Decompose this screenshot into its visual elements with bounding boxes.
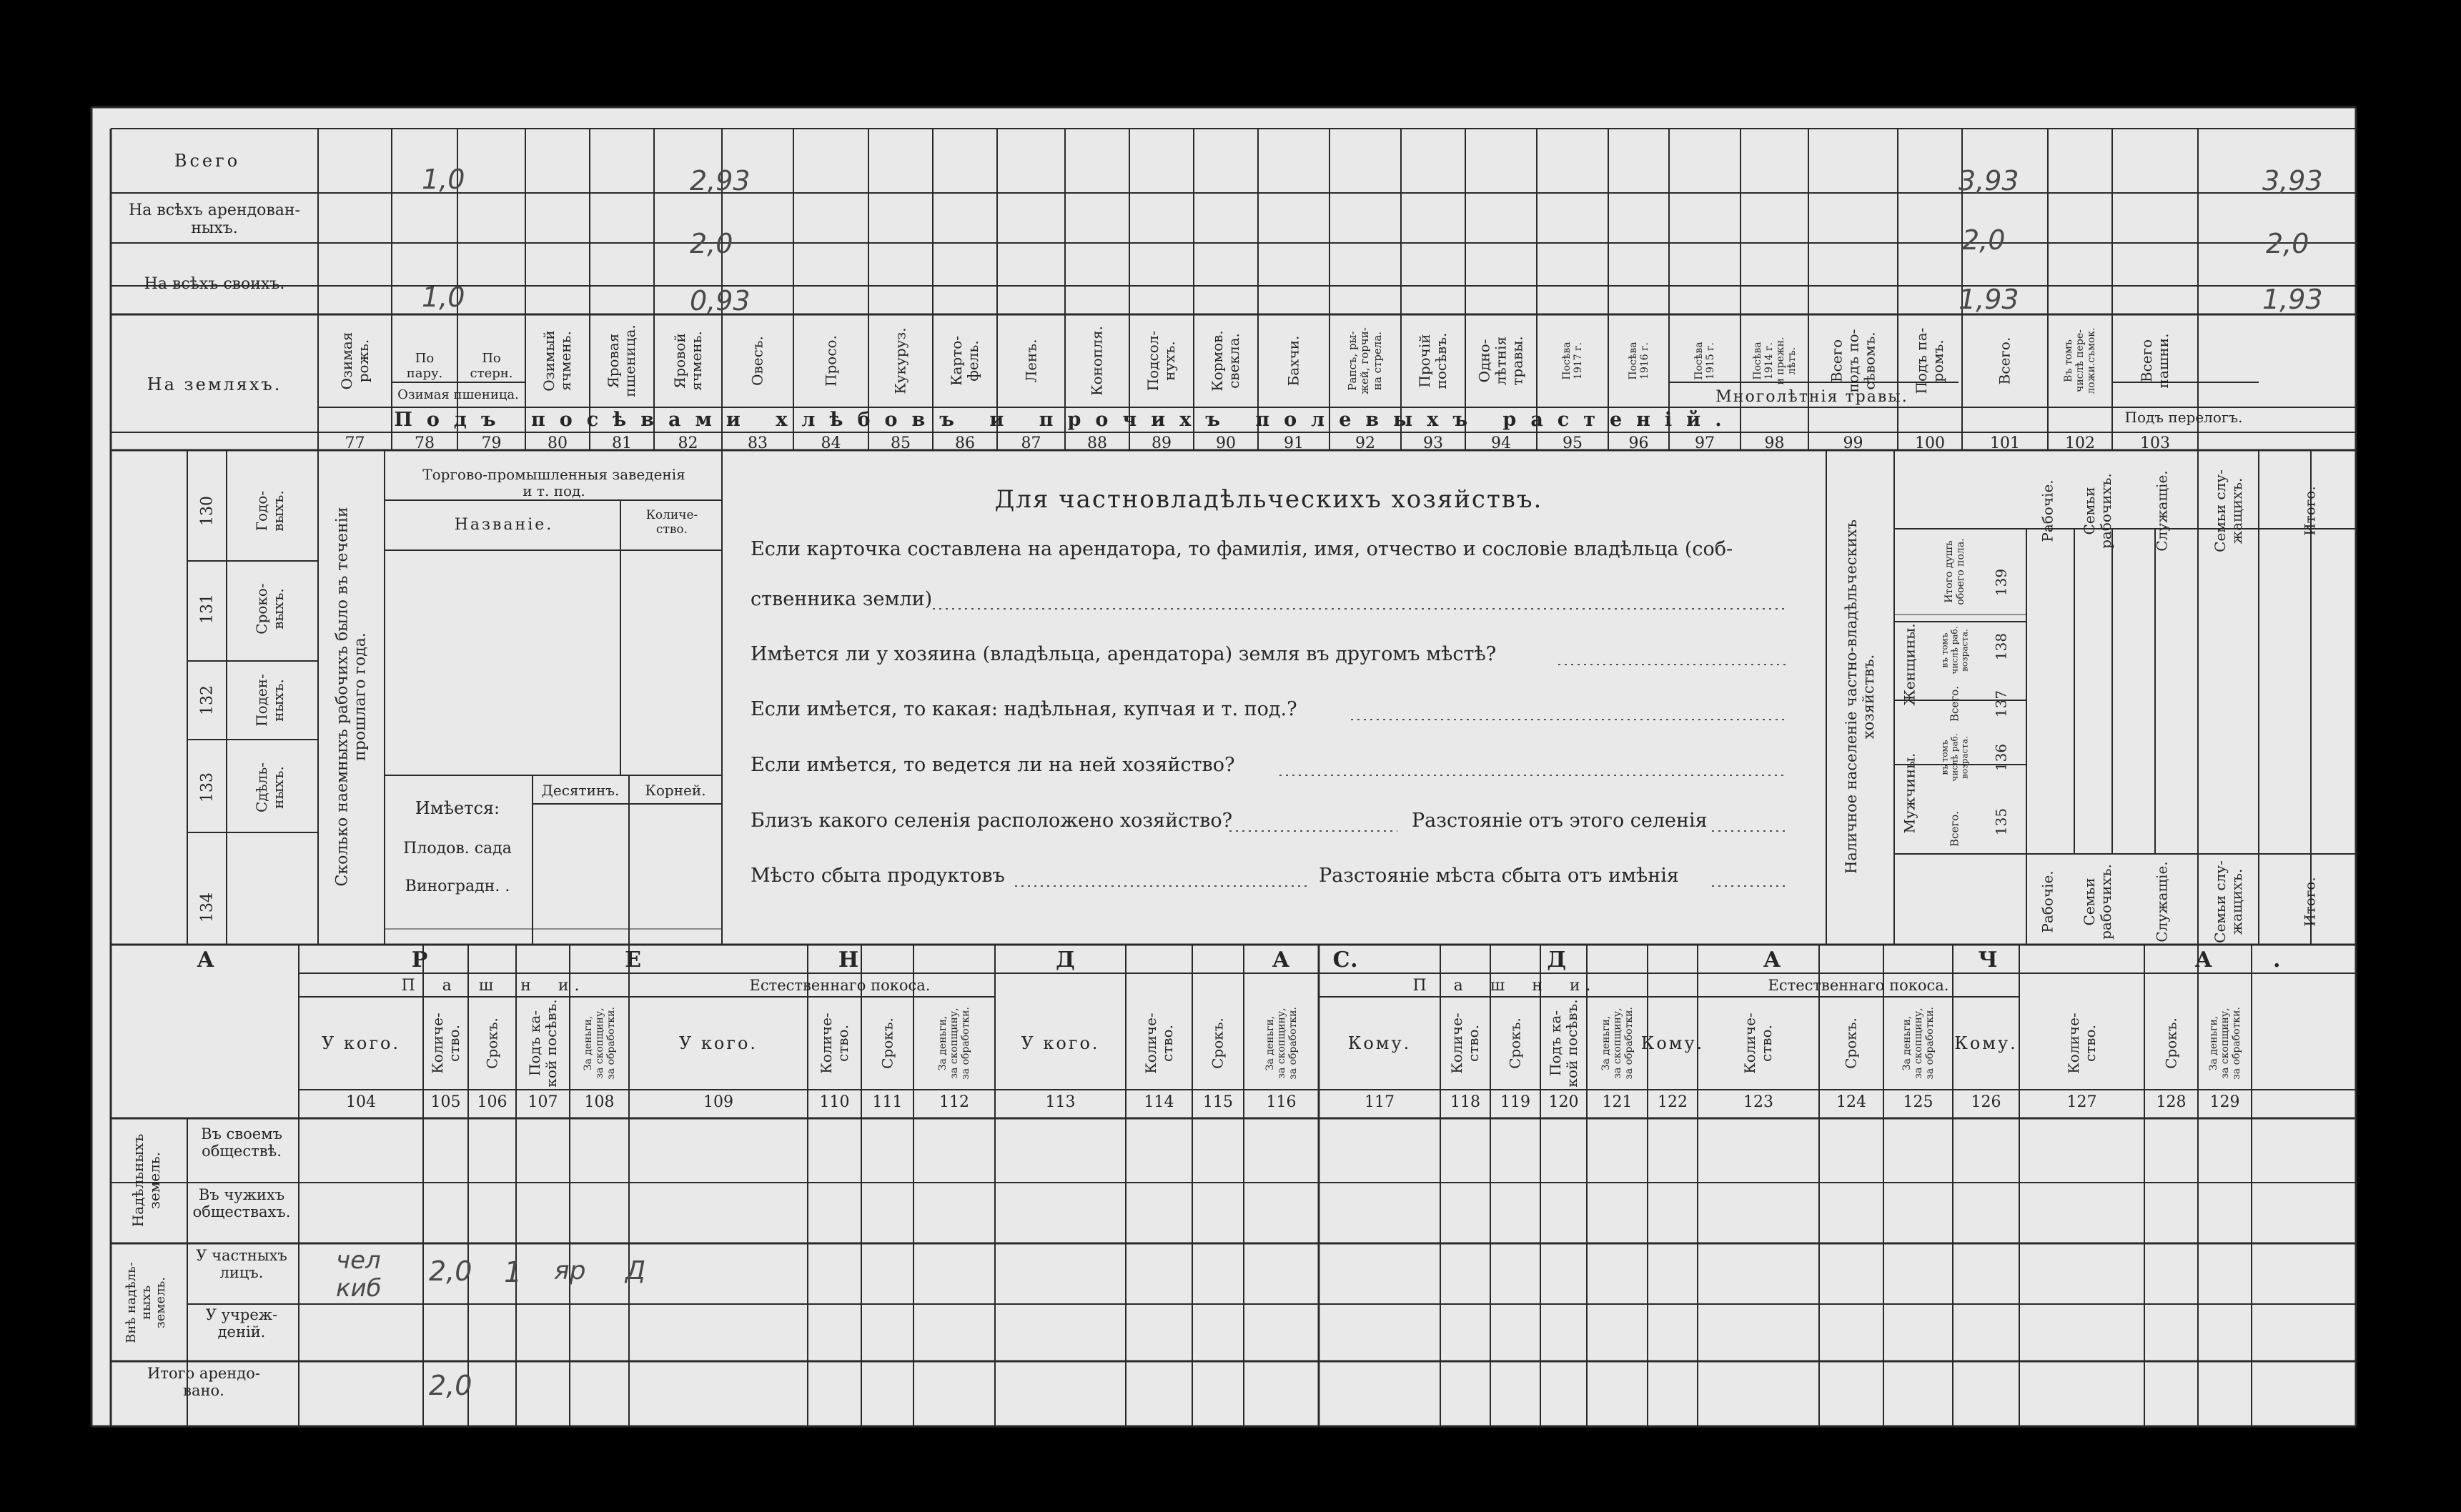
lease-col-number: 129 [2209,1093,2240,1111]
lease-col-number: 113 [1045,1093,1076,1111]
hw-value: 1,0 [422,164,465,195]
worker-col-num: 134 [198,892,217,922]
pashni-head: П а ш н и. [401,977,585,995]
crop-col-head: Въ томъ числѣ пере- ложи.съмок. [2062,327,2098,394]
crop-col-head: Посѣва 1916 г. [1627,342,1650,380]
col-number: 92 [1355,434,1375,452]
col-number: 79 [481,434,502,452]
crop-col-head: Просо. [822,335,839,387]
population-title: Наличное населеніе частно-владѣльческихъ хозяйствъ. [1842,519,1877,875]
lease-col-head: Срокъ. [483,1018,500,1069]
crop-col-head: Посѣва 1914 г. и прежн. лѣтъ. [1751,337,1798,385]
lease-col-number: 105 [430,1093,461,1111]
hw-value: 2,93 [690,165,751,197]
col-number: 102 [2065,434,2095,452]
col-number: 96 [1628,434,1649,452]
sdacha-title: С Д А Ч А. [1332,948,2342,973]
lease-col-head: Кому. [1954,1033,2018,1053]
lease-col-number: 120 [1548,1093,1579,1111]
crop-col-head: По стерн. [470,351,513,381]
pop-women: Женщины. [1901,623,1918,706]
right-col-head: Семьи рабочихъ. [2081,473,2114,549]
question-5: Близъ какого селенія расположено хозяйство? [751,810,1233,832]
crop-col-head: Всего пашни. [2138,333,2172,389]
pop-rab: въ томъ числѣ раб. возраста. [1939,626,1969,675]
hw-value: 1,93 [1959,284,2019,315]
lease-col-number: 127 [2066,1093,2097,1111]
lease-col-head: Количе- ство. [817,1013,851,1074]
question-3: Если имѣется, то какая: надѣльная, купчая и т. под.? [751,698,1297,720]
pop-num: 135 [1992,807,2010,836]
col-number: 101 [1990,434,2020,452]
hw-value: 0,93 [690,285,751,317]
hw-value: 1 [504,1256,523,1289]
col-number: 86 [955,434,975,452]
question-1: Если карточка составлена на арендатора, то фамилія, имя, отчество и сословіе владѣльца (соб- [751,538,1733,560]
lease-row-label: У учреж- деній. [205,1306,278,1341]
lease-col-number: 119 [1500,1093,1530,1111]
lease-col-head: Количе- ство. [1448,1013,1482,1074]
crop-col-head: Рапсъ, ры- жей, горчи- на стрела. [1346,327,1384,394]
pashni-head: П а ш н и. [1412,977,1597,995]
desyatin-head: Десятинъ. [541,782,620,799]
crop-col-head: Прочій посѣвъ. [1416,332,1450,389]
col-number: 98 [1764,434,1785,452]
hw-value: 2,0 [1962,224,2006,256]
hw-value: 1,93 [2262,284,2323,315]
lease-col-number: 126 [1971,1093,2001,1111]
col-number: 80 [548,434,568,452]
hw-value: 2,0 [690,228,733,259]
lease-col-head: Кому. [1640,1033,1705,1053]
hw-value: 1,0 [422,282,465,313]
sub-head-perelog: Подъ перелогъ. [2124,409,2243,426]
orchards-label: Плодов. сада [403,840,512,857]
lease-col-head: У кого. [321,1033,401,1053]
col-number: 93 [1423,434,1443,452]
row-label-arend: На всѣхъ арендован- ныхъ. [129,202,300,238]
private-title: Для частновладѣльческихъ хозяйствъ. [994,485,1543,514]
right-col-head: Семьи слу- жащихъ. [2212,860,2245,943]
arenda-title: А Р Е Н Д А. [197,948,1419,973]
worker-col-label: Годо- выхъ. [253,490,287,532]
worker-col-num: 130 [198,496,217,526]
right-col-head: Семьи слу- жащихъ. [2212,469,2245,552]
col-number: 90 [1216,434,1236,452]
lease-col-number: 123 [1743,1093,1773,1111]
band-title: Подъ посѣвами хлѣбовъ и прочихъ полевыхъ растеній. [394,409,1736,431]
worker-col-num: 131 [198,594,217,624]
crop-col-head: Бахчи. [1284,335,1302,387]
korney-head: Корней. [645,782,706,799]
hw-value: 3,93 [1959,165,2019,197]
col-number: 84 [821,434,841,452]
crop-col-head: Всего. [1996,337,2014,385]
col-number: 91 [1284,434,1304,452]
col-number: 87 [1021,434,1041,452]
col-number: 94 [1491,434,1511,452]
lease-col-number: 125 [1903,1093,1933,1111]
hw-value: 2,0 [429,1370,472,1401]
lease-col-head: Подъ ка- кой посѣвъ. [1546,999,1580,1088]
trade-title: Торгово-промышленныя заведенія и т. под. [422,466,685,499]
pop-vsego: Всего. [1948,811,1961,847]
crop-col-head: Яровой ячмень. [670,331,705,391]
crop-col-head: Озимый ячмень. [540,330,574,392]
lease-col-head: За деньги, за скопщину, за обработки. [1901,1007,1936,1080]
col-number: 88 [1087,434,1107,452]
col-number: 97 [1695,434,1715,452]
lease-col-head: Количе- ство. [428,1013,462,1074]
crop-col-head: Озимая рожь. [337,332,372,390]
col-number: 82 [678,434,698,452]
lease-col-number: 128 [2156,1093,2187,1111]
right-col-head: Итого. [2301,877,2319,927]
trade-qty-head: Количе- ство. [645,508,698,537]
col-number: 95 [1563,434,1583,452]
lease-col-head: Срокъ. [1842,1018,1860,1069]
col-number: 89 [1152,434,1172,452]
hw-value: яр [554,1256,586,1285]
question-4: Если имѣется, то ведется ли на ней хозяйство? [751,754,1235,776]
lease-col-number: 107 [528,1093,558,1111]
crop-col-head: Подъ па- ромъ. [1913,327,1946,394]
col-number: 77 [345,434,365,452]
question-5b: Разстояніе отъ этого селенія [1412,810,1708,832]
lease-col-number: 121 [1602,1093,1633,1111]
crop-col-head: Кормов. свекла. [1209,330,1242,392]
pop-num: 139 [1992,568,2010,597]
lease-col-number: 118 [1450,1093,1480,1111]
lease-col-head: Количе- ство. [1142,1013,1176,1074]
worker-col-label: Сдѣль- ныхъ. [253,762,287,813]
worker-col-num: 133 [198,772,217,802]
sub-head-ozim: Озимая пшеница. [397,387,519,402]
crop-col-head: Яровая пшеница. [605,324,638,397]
vineyards-label: Виноградн. . [405,877,510,895]
question-6b: Разстояніе мѣста сбыта отъ имѣнія [1319,865,1679,887]
lease-col-head: За деньги, за скопщину, за обработки. [2207,1007,2242,1080]
crop-col-head: Конопля. [1088,326,1106,396]
worker-col-label: Сроко- выхъ. [253,583,287,635]
right-col-head: Служащіе. [2153,861,2171,942]
lease-col-number: 112 [939,1093,969,1111]
pop-itogo: Итого душъ обоего пола. [1943,538,1966,605]
lease-col-head: За деньги, за скопщину, за обработки. [582,1007,617,1080]
worker-col-label: Поден- ныхъ. [253,674,287,727]
right-col-head: Итого. [2301,486,2319,536]
lease-col-number: 104 [346,1093,376,1111]
lease-col-number: 122 [1658,1093,1688,1111]
has-label: Имѣется: [415,798,500,818]
lease-col-head: Количе- ство. [2064,1013,2099,1074]
pop-num: 137 [1992,690,2010,718]
lease-col-head: Срокъ. [2162,1018,2179,1069]
right-col-head: Служащіе. [2153,470,2171,552]
pop-num: 138 [1992,632,2010,661]
crop-col-head: Ленъ. [1022,339,1039,383]
col-number: 100 [1915,434,1945,452]
lease-col-head: Срокъ. [1506,1018,1524,1069]
workers-question: Сколько наемныхъ рабочихъ было въ теченіи прошлаго года. [333,507,370,887]
lease-col-number: 115 [1203,1093,1233,1111]
row-label-svoi: На всѣхъ своихъ. [144,275,285,293]
lease-col-head: У кого. [1021,1033,1100,1053]
sub-head-mnogolet: Многолѣтнія травы. [1715,388,1908,406]
question-2: Имѣется ли у хозяина (владѣльца, арендатора) земля въ другомъ мѣстѣ? [751,643,1497,665]
lease-col-head: За деньги, за скопщину, за обработки. [936,1007,972,1080]
lease-col-number: 106 [477,1093,507,1111]
crop-col-head: Посѣва 1917 г. [1560,342,1584,380]
crop-col-head: Одно- лѣтнія травы. [1475,336,1526,386]
crop-col-head: Овесъ. [748,336,766,386]
crop-col-head: Кукуруз. [891,327,909,394]
hw-value: Д [625,1256,646,1285]
lease-col-number: 116 [1266,1093,1297,1111]
right-col-head: Семьи рабочихъ. [2081,864,2114,940]
lease-row-label: У частныхъ лицъ. [196,1247,287,1282]
crop-col-head: Карто- фель. [948,335,981,387]
col-number: 78 [415,434,435,452]
right-col-head: Рабочіе. [2039,479,2056,542]
col-number: 83 [748,434,768,452]
lease-col-number: 117 [1365,1093,1395,1111]
pop-men: Мужчины. [1901,752,1918,834]
hw-value: 3,93 [2262,165,2323,197]
lease-col-head: Срокъ. [1209,1018,1227,1069]
row-label-zemli: На земляхъ. [147,374,282,394]
lease-col-number: 109 [703,1093,733,1111]
lease-col-head: Срокъ. [878,1018,896,1069]
lease-col-head: За деньги, за скопщину, за обработки. [1264,1007,1299,1080]
hw-value: 2,0 [2266,228,2309,259]
lease-col-head: Кому. [1347,1033,1412,1053]
hw-value: 2,0 [429,1255,472,1287]
pop-vsego: Всего. [1948,686,1961,722]
crop-col-head: По пару. [406,351,443,381]
lease-col-number: 114 [1144,1093,1174,1111]
col-number: 85 [891,434,911,452]
crop-col-head: Посѣва 1915 г. [1693,342,1716,380]
row-label-vsego: Всего [174,151,241,171]
question-6: Мѣсто сбыта продуктовъ [751,865,1005,887]
crop-col-head: Подсол- нухъ. [1144,330,1178,392]
lease-col-head: У кого. [678,1033,758,1053]
pop-num: 136 [1992,743,2010,772]
col-number: 81 [612,434,632,452]
lease-row-label: Въ своемъ обществѣ. [201,1125,282,1160]
trade-name-head: Названіе. [454,516,554,534]
lease-col-head: Количе- ство. [1741,1013,1775,1074]
group-nadel: Надѣльныхъ земель. [129,1133,163,1228]
col-number: 99 [1843,434,1863,452]
question-1b: ственника земли) [751,588,933,610]
hw-value: чел киб [336,1246,382,1303]
pokos-head: Естественнаго покоса. [1768,977,1949,994]
lease-col-number: 108 [584,1093,615,1111]
crop-col-head: Всего подъ по- сѣвомъ. [1828,329,1878,393]
lease-col-number: 110 [819,1093,850,1111]
lease-col-head: За деньги, за скопщину, за обработки. [1600,1007,1635,1080]
lease-col-head: Подъ ка- кой посѣвъ. [525,999,560,1088]
col-number: 103 [2140,434,2170,452]
right-col-head: Рабочіе. [2039,870,2056,933]
worker-col-num: 132 [198,685,217,715]
lease-col-number: 111 [872,1093,903,1111]
lease-row-label: Итого арендо- вано. [147,1365,260,1400]
lease-col-number: 124 [1836,1093,1866,1111]
pokos-head: Естественнаго покоса. [749,977,931,994]
lease-row-label: Въ чужихъ обществахъ. [192,1186,291,1221]
group-vne: Внѣ надѣль- ныхъ земель. [123,1262,169,1343]
pop-rab: въ томъ числѣ раб. возраста. [1939,733,1969,782]
